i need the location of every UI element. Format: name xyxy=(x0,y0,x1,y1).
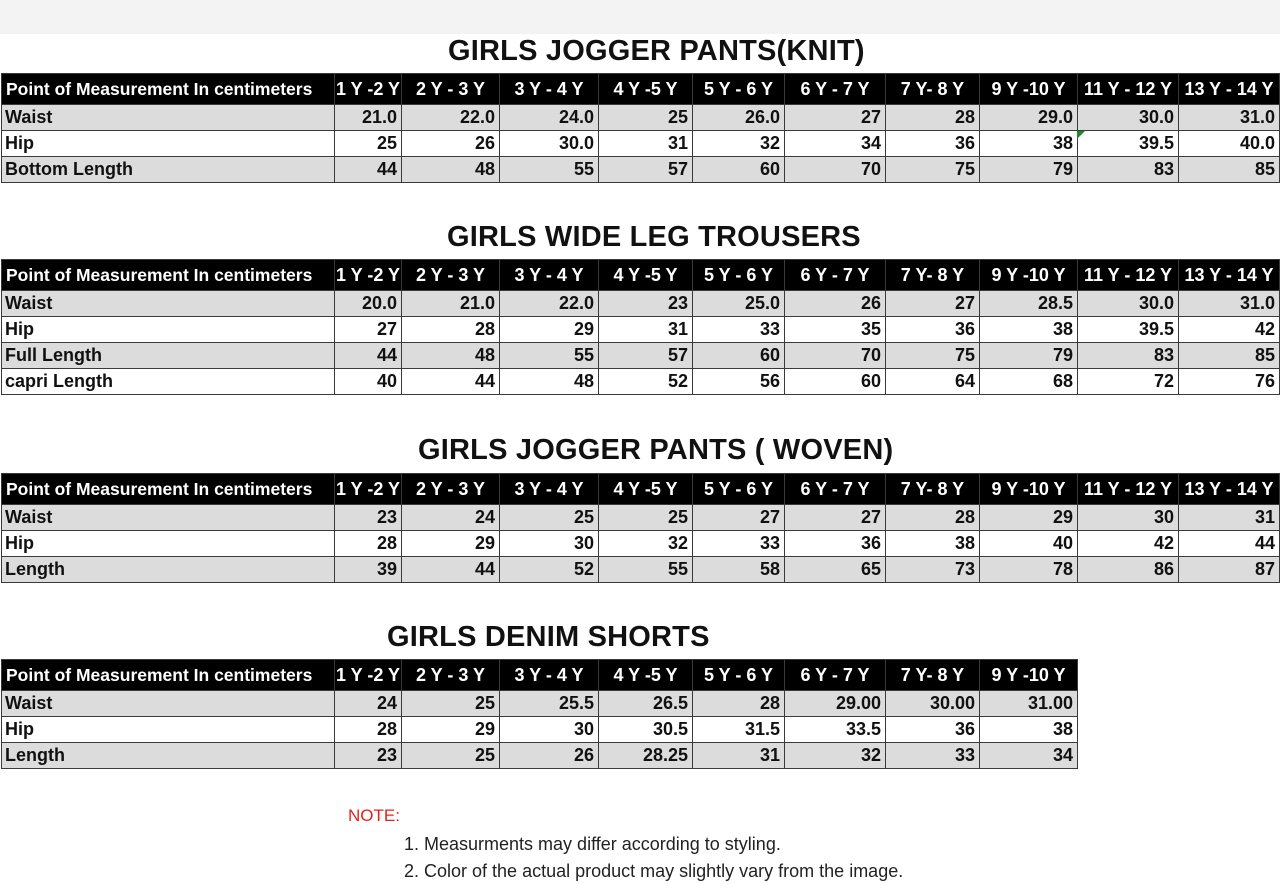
measurement-cell: 35 xyxy=(785,317,886,343)
measurement-cell: 27 xyxy=(785,105,886,131)
measurement-cell: 23 xyxy=(335,743,402,769)
wide-leg-title: GIRLS WIDE LEG TROUSERS xyxy=(447,221,861,253)
measurement-cell: 36 xyxy=(886,717,980,743)
size-header: 1 Y -2 Y xyxy=(335,74,402,105)
measurement-cell: 40.0 xyxy=(1179,131,1280,157)
table-header-row xyxy=(2,260,1280,291)
measurement-cell: 30 xyxy=(500,531,599,557)
measurement-cell: 36 xyxy=(785,531,886,557)
table-row xyxy=(2,157,1280,183)
measurement-cell: 56 xyxy=(693,369,785,395)
measurement-cell: 42 xyxy=(1179,317,1280,343)
size-header: 5 Y - 6 Y xyxy=(693,260,785,291)
size-header: 11 Y - 12 Y xyxy=(1078,260,1179,291)
measurement-cell: 31 xyxy=(599,131,693,157)
measurement-cell: 29 xyxy=(402,717,500,743)
row-label: Waist xyxy=(2,291,335,317)
measurement-cell: 27 xyxy=(335,317,402,343)
size-header: 13 Y - 14 Y xyxy=(1179,74,1280,105)
size-header: 3 Y - 4 Y xyxy=(500,660,599,691)
table-row xyxy=(2,717,1078,743)
measurement-cell: 31.5 xyxy=(693,717,785,743)
note-item-1: 1. Measurments may differ according to styling. xyxy=(404,834,781,854)
measurement-cell: 33 xyxy=(693,317,785,343)
size-header: 5 Y - 6 Y xyxy=(693,474,785,505)
measurement-cell: 39.5 xyxy=(1078,131,1179,157)
measurement-cell: 25 xyxy=(335,131,402,157)
note-heading: NOTE: xyxy=(348,806,400,825)
woven-jogger-title: GIRLS JOGGER PANTS ( WOVEN) xyxy=(418,434,894,466)
row-label: Length xyxy=(2,557,335,583)
measurement-cell: 25.5 xyxy=(500,691,599,717)
measurement-cell: 25 xyxy=(599,105,693,131)
measurement-cell: 79 xyxy=(980,343,1078,369)
woven-jogger-size-table xyxy=(1,473,1280,583)
measurement-cell: 44 xyxy=(335,157,402,183)
measurement-cell: 28 xyxy=(886,105,980,131)
measurement-cell: 44 xyxy=(1179,531,1280,557)
measurement-cell: 31 xyxy=(1179,505,1280,531)
measurement-cell: 30 xyxy=(1078,505,1179,531)
measurement-cell: 30.0 xyxy=(1078,105,1179,131)
measurement-cell: 72 xyxy=(1078,369,1179,395)
size-header: 4 Y -5 Y xyxy=(599,474,693,505)
measurement-cell: 26.0 xyxy=(693,105,785,131)
comment-marker xyxy=(1077,131,1085,139)
wide-leg-size-table xyxy=(1,259,1280,395)
size-header: 2 Y - 3 Y xyxy=(402,660,500,691)
measurement-cell: 23 xyxy=(335,505,402,531)
measurement-cell: 25 xyxy=(599,505,693,531)
size-header: 1 Y -2 Y xyxy=(335,474,402,505)
measurement-cell: 28 xyxy=(402,317,500,343)
top-band xyxy=(0,0,1280,34)
measurement-cell: 60 xyxy=(785,369,886,395)
header-measurement-label: Point of Measurement In centimeters xyxy=(2,260,335,291)
size-header: 5 Y - 6 Y xyxy=(693,74,785,105)
knit-jogger-size-table xyxy=(1,73,1280,183)
size-header: 11 Y - 12 Y xyxy=(1078,474,1179,505)
measurement-cell: 86 xyxy=(1078,557,1179,583)
measurement-cell: 29.00 xyxy=(785,691,886,717)
measurement-cell: 57 xyxy=(599,157,693,183)
measurement-cell: 26 xyxy=(500,743,599,769)
measurement-cell: 25 xyxy=(402,743,500,769)
measurement-cell: 73 xyxy=(886,557,980,583)
measurement-cell: 20.0 xyxy=(335,291,402,317)
denim-shorts-title: GIRLS DENIM SHORTS xyxy=(387,621,710,653)
measurement-cell: 64 xyxy=(886,369,980,395)
table-row xyxy=(2,343,1280,369)
measurement-cell: 33 xyxy=(886,743,980,769)
measurement-cell: 30 xyxy=(500,717,599,743)
table-row xyxy=(2,291,1280,317)
measurement-cell: 38 xyxy=(980,131,1078,157)
row-label: Full Length xyxy=(2,343,335,369)
measurement-cell: 48 xyxy=(500,369,599,395)
measurement-cell: 83 xyxy=(1078,343,1179,369)
measurement-cell: 25.0 xyxy=(693,291,785,317)
measurement-cell: 30.00 xyxy=(886,691,980,717)
measurement-cell: 29.0 xyxy=(980,105,1078,131)
row-label: Hip xyxy=(2,531,335,557)
row-label: Length xyxy=(2,743,335,769)
table-row xyxy=(2,531,1280,557)
measurement-cell: 28 xyxy=(693,691,785,717)
size-header: 4 Y -5 Y xyxy=(599,260,693,291)
measurement-cell: 52 xyxy=(599,369,693,395)
size-header: 9 Y -10 Y xyxy=(980,260,1078,291)
measurement-cell: 44 xyxy=(335,343,402,369)
measurement-cell: 38 xyxy=(886,531,980,557)
size-header: 4 Y -5 Y xyxy=(599,660,693,691)
measurement-cell: 38 xyxy=(980,317,1078,343)
measurement-cell: 76 xyxy=(1179,369,1280,395)
measurement-cell: 68 xyxy=(980,369,1078,395)
measurement-cell: 31.00 xyxy=(980,691,1078,717)
table-header-row xyxy=(2,74,1280,105)
measurement-cell: 55 xyxy=(500,157,599,183)
measurement-cell: 30.0 xyxy=(500,131,599,157)
size-header: 1 Y -2 Y xyxy=(335,660,402,691)
measurement-cell: 32 xyxy=(599,531,693,557)
knit-jogger-title: GIRLS JOGGER PANTS(KNIT) xyxy=(448,35,865,67)
measurement-cell: 24 xyxy=(402,505,500,531)
measurement-cell: 24.0 xyxy=(500,105,599,131)
measurement-cell: 21.0 xyxy=(335,105,402,131)
size-header: 7 Y- 8 Y xyxy=(886,74,980,105)
size-header: 6 Y - 7 Y xyxy=(785,260,886,291)
measurement-cell: 30.0 xyxy=(1078,291,1179,317)
size-header: 7 Y- 8 Y xyxy=(886,474,980,505)
measurement-cell: 27 xyxy=(693,505,785,531)
measurement-cell: 44 xyxy=(402,369,500,395)
row-label: Bottom Length xyxy=(2,157,335,183)
row-label: Waist xyxy=(2,505,335,531)
table-row xyxy=(2,131,1280,157)
measurement-cell: 55 xyxy=(500,343,599,369)
size-header: 7 Y- 8 Y xyxy=(886,260,980,291)
measurement-cell: 60 xyxy=(693,343,785,369)
measurement-cell: 36 xyxy=(886,317,980,343)
size-header: 3 Y - 4 Y xyxy=(500,74,599,105)
size-header: 2 Y - 3 Y xyxy=(402,260,500,291)
size-header: 6 Y - 7 Y xyxy=(785,474,886,505)
measurement-cell: 60 xyxy=(693,157,785,183)
note-item-2: 2. Color of the actual product may slightly vary from the image. xyxy=(404,861,904,881)
table-row xyxy=(2,691,1078,717)
measurement-cell: 48 xyxy=(402,157,500,183)
measurement-cell: 33 xyxy=(693,531,785,557)
size-header: 13 Y - 14 Y xyxy=(1179,474,1280,505)
measurement-cell: 31 xyxy=(693,743,785,769)
measurement-cell: 30.5 xyxy=(599,717,693,743)
measurement-cell: 39 xyxy=(335,557,402,583)
size-header: 2 Y - 3 Y xyxy=(402,74,500,105)
table-header-row xyxy=(2,660,1078,691)
measurement-cell: 29 xyxy=(402,531,500,557)
measurement-cell: 70 xyxy=(785,343,886,369)
measurement-cell: 31 xyxy=(599,317,693,343)
measurement-cell: 32 xyxy=(693,131,785,157)
size-header: 9 Y -10 Y xyxy=(980,74,1078,105)
size-header: 3 Y - 4 Y xyxy=(500,260,599,291)
measurement-cell: 25 xyxy=(402,691,500,717)
measurement-cell: 48 xyxy=(402,343,500,369)
row-label: Hip xyxy=(2,717,335,743)
size-header: 13 Y - 14 Y xyxy=(1179,260,1280,291)
header-measurement-label: Point of Measurement In centimeters xyxy=(2,74,335,105)
table-header-row xyxy=(2,474,1280,505)
measurement-cell: 78 xyxy=(980,557,1078,583)
row-label: Hip xyxy=(2,317,335,343)
measurement-cell: 29 xyxy=(500,317,599,343)
measurement-cell: 25 xyxy=(500,505,599,531)
size-header: 9 Y -10 Y xyxy=(980,660,1078,691)
measurement-cell: 87 xyxy=(1179,557,1280,583)
size-header: 11 Y - 12 Y xyxy=(1078,74,1179,105)
row-label: Waist xyxy=(2,691,335,717)
measurement-cell: 70 xyxy=(785,157,886,183)
header-measurement-label: Point of Measurement In centimeters xyxy=(2,474,335,505)
measurement-cell: 31.0 xyxy=(1179,105,1280,131)
measurement-cell: 55 xyxy=(599,557,693,583)
table-row xyxy=(2,105,1280,131)
measurement-cell: 34 xyxy=(980,743,1078,769)
measurement-cell: 27 xyxy=(886,291,980,317)
size-header: 2 Y - 3 Y xyxy=(402,474,500,505)
measurement-cell: 28 xyxy=(335,531,402,557)
table-row xyxy=(2,743,1078,769)
measurement-cell: 36 xyxy=(886,131,980,157)
table-row xyxy=(2,317,1280,343)
measurement-cell: 28.25 xyxy=(599,743,693,769)
measurement-cell: 83 xyxy=(1078,157,1179,183)
size-header: 1 Y -2 Y xyxy=(335,260,402,291)
measurement-cell: 57 xyxy=(599,343,693,369)
measurement-cell: 75 xyxy=(886,157,980,183)
size-header: 7 Y- 8 Y xyxy=(886,660,980,691)
row-label: Hip xyxy=(2,131,335,157)
size-header: 5 Y - 6 Y xyxy=(693,660,785,691)
measurement-cell: 44 xyxy=(402,557,500,583)
measurement-cell: 27 xyxy=(785,505,886,531)
measurement-cell: 22.0 xyxy=(500,291,599,317)
measurement-cell: 79 xyxy=(980,157,1078,183)
size-header: 4 Y -5 Y xyxy=(599,74,693,105)
measurement-cell: 21.0 xyxy=(402,291,500,317)
size-header: 6 Y - 7 Y xyxy=(785,660,886,691)
measurement-cell: 29 xyxy=(980,505,1078,531)
measurement-cell: 24 xyxy=(335,691,402,717)
measurement-cell: 58 xyxy=(693,557,785,583)
measurement-cell: 28 xyxy=(335,717,402,743)
measurement-cell: 32 xyxy=(785,743,886,769)
size-header: 3 Y - 4 Y xyxy=(500,474,599,505)
size-header: 9 Y -10 Y xyxy=(980,474,1078,505)
measurement-cell: 38 xyxy=(980,717,1078,743)
measurement-cell: 52 xyxy=(500,557,599,583)
denim-shorts-size-table xyxy=(1,659,1078,769)
measurement-cell: 26.5 xyxy=(599,691,693,717)
measurement-cell: 42 xyxy=(1078,531,1179,557)
measurement-cell: 34 xyxy=(785,131,886,157)
measurement-cell: 33.5 xyxy=(785,717,886,743)
row-label: Waist xyxy=(2,105,335,131)
row-label: capri Length xyxy=(2,369,335,395)
measurement-cell: 85 xyxy=(1179,343,1280,369)
measurement-cell: 28 xyxy=(886,505,980,531)
header-measurement-label: Point of Measurement In centimeters xyxy=(2,660,335,691)
table-row xyxy=(2,369,1280,395)
measurement-cell: 26 xyxy=(785,291,886,317)
measurement-cell: 39.5 xyxy=(1078,317,1179,343)
table-row xyxy=(2,505,1280,531)
measurement-cell: 65 xyxy=(785,557,886,583)
measurement-cell: 22.0 xyxy=(402,105,500,131)
measurement-cell: 75 xyxy=(886,343,980,369)
measurement-cell: 23 xyxy=(599,291,693,317)
table-row xyxy=(2,557,1280,583)
size-header: 6 Y - 7 Y xyxy=(785,74,886,105)
measurement-cell: 31.0 xyxy=(1179,291,1280,317)
measurement-cell: 85 xyxy=(1179,157,1280,183)
measurement-cell: 26 xyxy=(402,131,500,157)
measurement-cell: 40 xyxy=(980,531,1078,557)
measurement-cell: 40 xyxy=(335,369,402,395)
measurement-cell: 28.5 xyxy=(980,291,1078,317)
